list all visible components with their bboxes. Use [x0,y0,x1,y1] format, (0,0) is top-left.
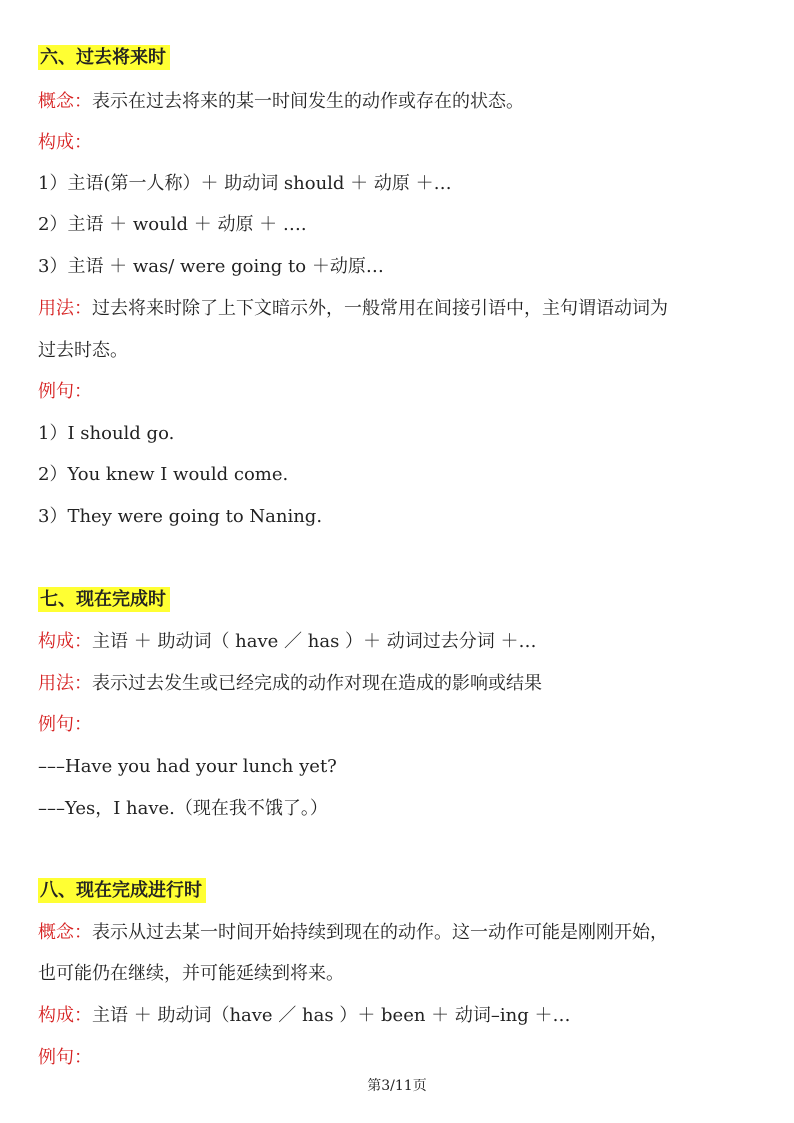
usage-line [38,297,668,321]
concept-line [38,921,668,945]
example-sentence: –––Yes，I have.（现在我不饿了。） [38,798,328,819]
structure-text: 主语 ＋ 助动词（ have ／ has ）＋ 动词过去分词 ＋… [92,631,537,652]
structure-label: 构成： [38,1005,92,1026]
section-7-title: 七、现在完成时 [38,587,170,612]
structure-line [38,1004,571,1028]
structure-heading [38,131,92,155]
structure-label: 构成： [38,631,92,652]
example-sentence: 1）I should go. [38,423,175,444]
concept-label: 概念： [38,922,92,943]
usage-label: 用法： [38,298,92,319]
structure-item: 1）主语(第一人称）＋ 助动词 should ＋ 动原 ＋… [38,173,452,194]
structure-label: 构成： [38,132,92,153]
example-label: 例句： [38,381,92,402]
structure-item: 3）主语 ＋ was/ were going to ＋动原… [38,256,384,277]
example-label: 例句： [38,1047,92,1068]
structure-item: 2）主语 ＋ would ＋ 动原 ＋ …. [38,214,307,235]
example-heading [38,1046,92,1070]
concept-text: 表示从过去某一时间开始持续到现在的动作。这一动作可能是刚刚开始， [92,922,668,943]
usage-text: 过去将来时除了上下文暗示外，一般常用在间接引语中，主句谓语动词为 [92,298,668,319]
page-number: 第3/11页 [367,1078,427,1094]
usage-line [38,672,542,696]
section-8-title: 八、现在完成进行时 [38,878,206,903]
example-heading [38,380,92,404]
structure-text: 主语 ＋ 助动词（have ／ has ）＋ been ＋ 动词–ing ＋… [92,1005,571,1026]
usage-text: 表示过去发生或已经完成的动作对现在造成的影响或结果 [92,673,542,694]
section-6 [38,46,170,70]
concept-label: 概念： [38,91,92,112]
concept-line [38,90,524,114]
example-label: 例句： [38,714,92,735]
section-7 [38,588,170,612]
example-heading [38,713,92,737]
structure-line [38,630,536,654]
example-sentence: 2）You knew I would come. [38,464,289,485]
example-sentence: –––Have you had your lunch yet? [38,756,337,777]
concept-text: 表示在过去将来的某一时间发生的动作或存在的状态。 [92,91,524,112]
section-8 [38,879,206,903]
section-6-title: 六、过去将来时 [38,45,170,70]
concept-text-continued: 也可能仍在继续，并可能延续到将来。 [38,963,344,984]
usage-text-continued: 过去时态。 [38,340,128,361]
example-sentence: 3）They were going to Naning. [38,506,323,527]
usage-label: 用法： [38,673,92,694]
